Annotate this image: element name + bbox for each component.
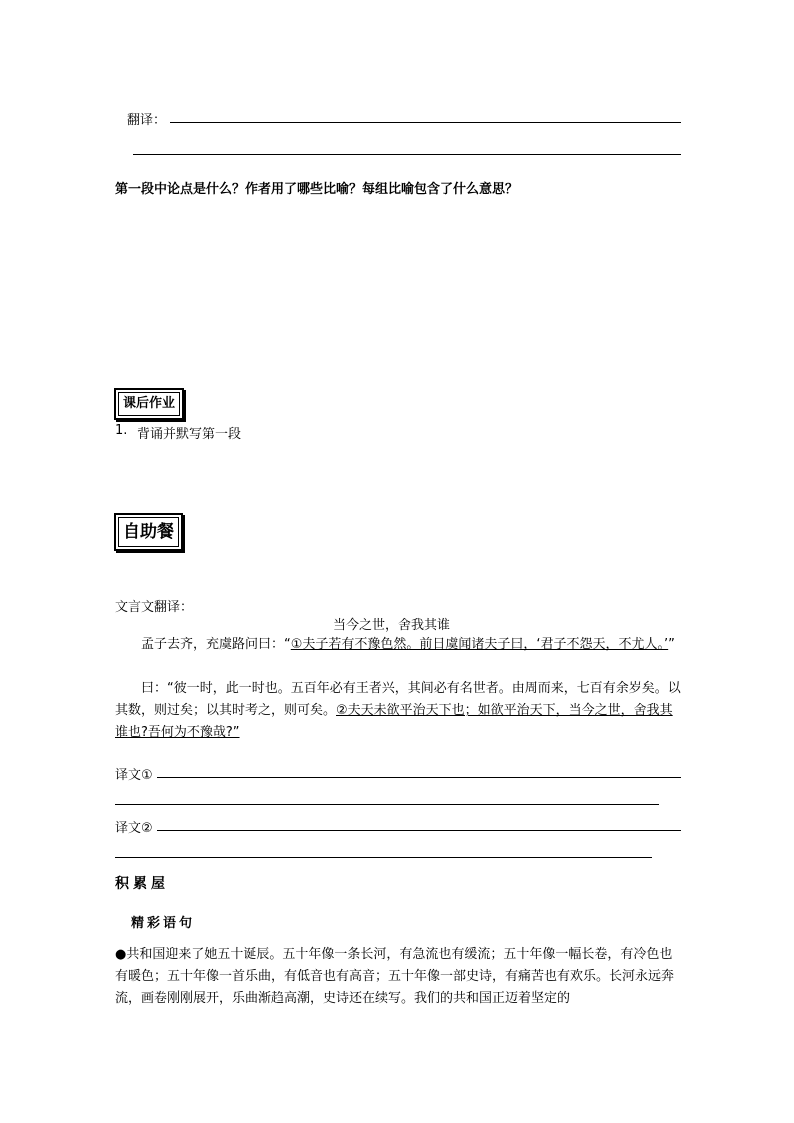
p2-underlined: ②夫天未欲平治天下也；如欲平治天下，当今之世，舍我其谁也?吾何为不豫哉?” bbox=[115, 703, 673, 740]
accumulation-text: 共和国迎来了她五十诞辰。五十年像一条长河，有急流也有缓流；五十年像一幅长卷，有冷色也有暖色；五十年像一首乐曲，有低音也有高音；五十年像一部史诗，有痛苦也有欢乐。长河永远奔流，画卷刚刚展开，乐曲渐趋高潮，史诗还在续写。我们的共和国正迈着坚定的 bbox=[115, 947, 675, 1006]
homework-heading-box bbox=[114, 388, 184, 420]
p2-plain: 曰：“彼一时，此一时也。五百年必有王者兴，其间必有名世者。由周而来，七百有余岁矣。以其数，则过矣；以其时考之，则可矣。 bbox=[115, 681, 681, 718]
accumulation-heading: 积累屋 bbox=[115, 876, 169, 892]
translation-1-label: 译文① bbox=[115, 768, 153, 783]
accumulation-subheading: 精彩语句 bbox=[131, 916, 196, 931]
homework-heading: 课后作业 bbox=[118, 392, 180, 416]
accumulation-paragraph bbox=[115, 944, 683, 1010]
translation-answer-line-2[interactable] bbox=[133, 154, 681, 155]
passage-paragraph-1 bbox=[115, 634, 683, 656]
translation-answer-line[interactable] bbox=[170, 122, 681, 123]
translation-1-line-2[interactable] bbox=[115, 804, 659, 805]
translation-2-line-2[interactable] bbox=[115, 857, 652, 858]
homework-item-text: 背诵并默写第一段 bbox=[137, 427, 242, 442]
question-text: 第一段中论点是什么？作者用了哪些比喻？每组比喻包含了什么意思？ bbox=[115, 182, 519, 197]
homework-item-number: 1. bbox=[115, 423, 128, 438]
buffet-heading: 自助餐 bbox=[118, 517, 179, 547]
p1-end: ” bbox=[668, 637, 675, 652]
translation-1-line[interactable] bbox=[157, 777, 681, 778]
p1-underlined: ①夫子若有不豫色然。前日虞闻诸夫子曰，‘君子不怨天，不尤人。’ bbox=[290, 637, 669, 652]
bullet-icon: ● bbox=[115, 947, 127, 962]
translation-2-label: 译文② bbox=[115, 821, 153, 836]
buffet-heading-box bbox=[114, 513, 183, 551]
translation-2-line[interactable] bbox=[157, 830, 681, 831]
passage-title: 当今之世，舍我其谁 bbox=[333, 618, 451, 633]
section-label: 文言文翻译： bbox=[115, 600, 194, 615]
passage-paragraph-2 bbox=[115, 678, 683, 744]
p1-plain: 孟子去齐，充虞路问曰：“ bbox=[141, 637, 291, 652]
translation-label: 翻译： bbox=[127, 113, 167, 128]
